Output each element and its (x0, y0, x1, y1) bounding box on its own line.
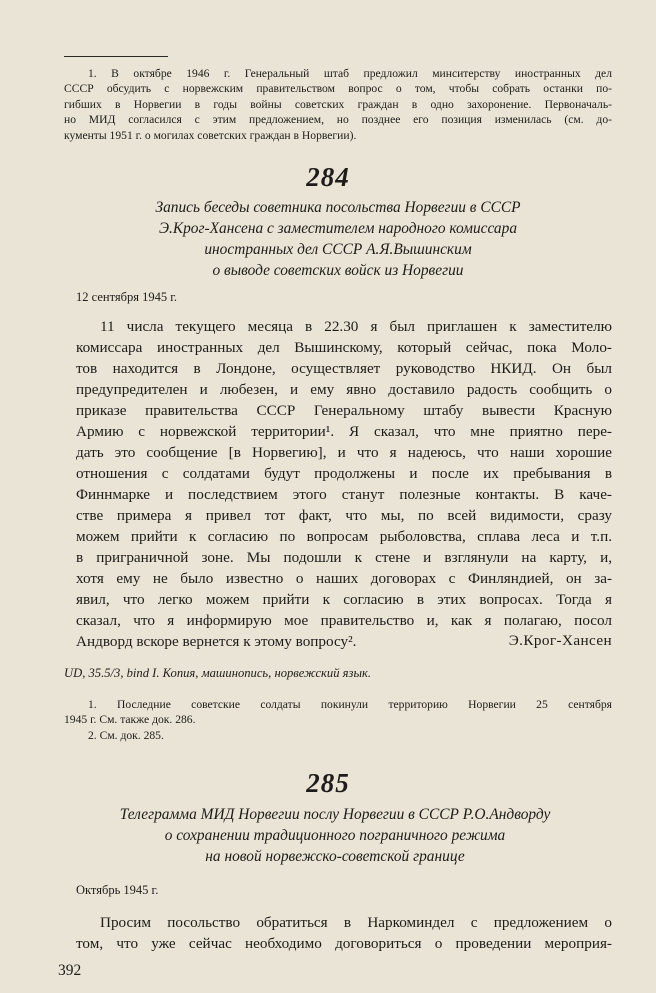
document-title-284 (60, 197, 616, 281)
document-date-284: 12 сентября 1945 г. (76, 290, 178, 304)
body-line: можем прийти к согласию по вопросам рыболовства, сплава леса и т.п. (76, 528, 612, 545)
top-footnote (64, 66, 612, 143)
signature-284: Э.Крог-Хансен (508, 632, 612, 649)
body-line: сказал, что я информирую мое правительство и, как я полагаю, посол (76, 612, 612, 629)
document-footnotes-284 (64, 697, 612, 743)
document-body-284 (76, 316, 612, 652)
footnote-line: 1. В октябре 1946 г. Генеральный штаб предложил минситерству иностранных дел (88, 67, 612, 80)
body-line: хотя ему не было известно о наших договорах с Финляндией, он за- (76, 570, 612, 587)
title-line: на новой норвежско-советской границе (205, 848, 465, 865)
body-line: комиссара иностранных дел Вышинскому, который сейчас, пока Моло- (76, 339, 612, 356)
document-number-284: 284 (306, 162, 350, 192)
page-number: 392 (58, 962, 82, 979)
body-line: дать это сообщение [в Норвегию], и что я надеюсь, что наши хорошие (76, 444, 612, 461)
title-line: о выводе советских войск из Норвегии (212, 262, 464, 279)
body-line: стве примера я привел тот факт, что мы, по всей видимости, сразу (76, 507, 612, 524)
body-line: Андворд вскоре вернется к этому вопросу². (76, 633, 357, 650)
footnote-line: кументы 1951 г. о могилах советских граждан в Норвегии). (64, 128, 357, 142)
body-line: Армию с норвежской территории¹. Я сказал, что мне приятно пере- (76, 423, 612, 440)
body-line: 11 числа текущего месяца в 22.30 я был приглашен к заместителю (100, 318, 612, 335)
document-number-285: 285 (306, 768, 350, 798)
title-line: Э.Крог-Хансена с заместителем народного комиссара (158, 220, 518, 237)
title-line: иностранных дел СССР А.Я.Вышинским (204, 241, 472, 258)
footnote-line: 1945 г. См. также док. 286. (64, 713, 196, 727)
footnote-line: но МИД согласился с этим предложением, но позднее его позиция изменилась (см. до- (64, 113, 612, 127)
footnote-line: 2. См. док. 285. (88, 728, 164, 742)
body-line: Просим посольство обратиться в Наркоминдел с предложением о (100, 914, 612, 931)
footnote-line: гибших в Норвегии в годы войны советских граждан в одно захоронение. Первоначаль- (64, 97, 612, 111)
footnote-rule (64, 56, 168, 57)
body-line: отношения с солдатами будут продолжены и после их пребывания в (76, 465, 612, 482)
footnote-line: СССР обсудить с норвежским правительством вопрос о том, чтобы собрать останки по- (64, 82, 612, 96)
title-line: Телеграмма МИД Норвегии послу Норвегии в СССР Р.О.Андворду (119, 806, 551, 823)
body-line: предупредителен и любезен, и ему явно доставило радость сообщить о (76, 381, 612, 398)
footnote-line: 1. Последние советские солдаты покинули территорию Норвегии 25 сентября (88, 698, 612, 711)
body-line: в приграничной зоне. Мы подошли к стене и взглянули на карту, и, (76, 549, 612, 566)
title-line: Запись беседы советника посольства Норвегии в СССР (155, 199, 521, 216)
body-line: явил, что легко можем прийти к согласию в этих вопросах. Тогда я (76, 591, 612, 608)
body-line: тов находится в Лондоне, осуществляет руководство НКИД. Он был (76, 360, 612, 377)
body-line: Финнмарке и последствием этого станут полезные контакты. В каче- (76, 486, 612, 503)
document-title-285 (50, 804, 620, 867)
body-line: приказе правительства СССР Генеральному штабу вывести Красную (76, 402, 612, 419)
document-body-285 (76, 912, 612, 954)
document-date-285: Октябрь 1945 г. (76, 883, 159, 897)
title-line: о сохранении традиционного пограничного режима (164, 827, 506, 844)
body-line: том, что уже сейчас необходимо договориться о проведении мероприя- (76, 935, 612, 952)
archival-source-284: UD, 35.5/3, bind I. Копия, машинопись, норвежский язык. (64, 666, 372, 680)
